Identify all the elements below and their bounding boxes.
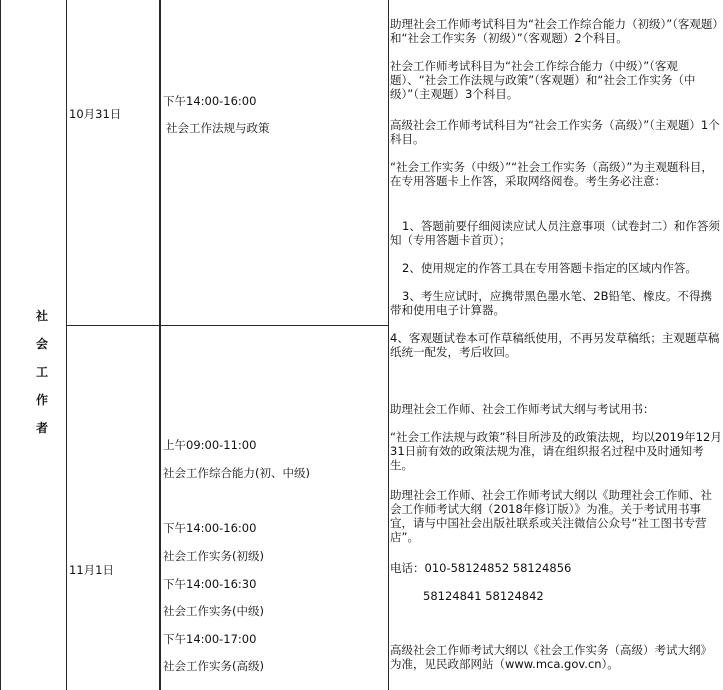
note-paragraph: “社会工作实务（中级）”“社会工作实务（高级）”为主观题科目，在专用答题卡上作答，采取网络阅卷。考生务必注意： xyxy=(390,160,713,188)
exam-time: 下午14:00-17:00 xyxy=(163,632,257,646)
exam-time: 下午14:00-16:00 xyxy=(163,521,257,535)
note-paragraph: “社会工作法规与政策”科目所涉及的政策法规，均以2019年12月31日前有效的政策法规为准，请在组织报名过程中及时通知考生。 xyxy=(390,430,722,472)
table-border-date xyxy=(159,0,161,690)
exam-subject: 社会工作实务(高级) xyxy=(163,659,264,673)
exam-date: 11月1日 xyxy=(69,563,114,577)
contact-phone: 58124841 58124842 xyxy=(423,589,544,603)
note-paragraph: 高级社会工作师考试大纲以《社会工作实务（高级）考试大纲》为准，见民政部网站（www.mca.gov.cn）。 xyxy=(390,643,712,671)
contact-phone: 电话：010-58124852 58124856 xyxy=(390,561,572,575)
table-border-category xyxy=(66,0,67,690)
row-divider xyxy=(66,325,389,326)
exam-subject: 社会工作综合能力(初、中级) xyxy=(163,466,310,480)
exam-subject: 社会工作法规与政策 xyxy=(166,121,270,135)
category-char: 会 xyxy=(35,337,48,351)
table-border-left xyxy=(0,0,1,690)
note-paragraph: 3、考生应试时，应携带黑色墨水笔、2B铅笔、橡皮。不得携带和使用电子计算器。 xyxy=(390,289,713,317)
exam-subject: 社会工作实务(中级) xyxy=(163,604,264,618)
note-paragraph: 社会工作师考试科目为“社会工作综合能力（中级）”（客观题）、“社会工作法规与政策”（客观题）和“社会工作实务（中级）”（主观题）3个科目。 xyxy=(390,59,696,101)
note-paragraph: 2、使用规定的作答工具在专用答题卡指定的区域内作答。 xyxy=(402,261,697,275)
note-paragraph: 助理社会工作师、社会工作师考试大纲与考试用书： xyxy=(390,402,655,416)
note-paragraph: 助理社会工作师、社会工作师考试大纲以《助理社会工作师、社会工作师考试大纲（2018年修订版）》为准。关于考试用书事宜，请与中国社会出版社联系或关注微信公众号“社工图书专营店”。 xyxy=(390,488,712,544)
category-char: 者 xyxy=(35,421,48,435)
note-paragraph: 高级社会工作师考试科目为“社会工作实务（高级）”（主观题）1个科目。 xyxy=(390,118,720,146)
exam-time: 下午14:00-16:30 xyxy=(163,577,257,591)
exam-date: 10月31日 xyxy=(69,107,122,121)
exam-time: 上午09:00-11:00 xyxy=(163,438,257,452)
table-border-time xyxy=(388,0,389,690)
note-paragraph: 4、客观题试卷本可作草稿纸使用，不再另发草稿纸；主观题草稿纸统一配发，考后收回。 xyxy=(390,331,720,359)
note-paragraph: 1、答题前要仔细阅读应试人员注意事项（试卷封二）和作答须知（专用答题卡首页）； xyxy=(390,219,720,247)
category-char: 作 xyxy=(35,393,48,407)
note-paragraph: 助理社会工作师考试科目为“社会工作综合能力（初级）”（客观题）和“社会工作实务（初级）”（客观题）2个科目。 xyxy=(390,17,719,45)
category-char: 工 xyxy=(35,365,48,379)
category-char: 社 xyxy=(35,309,48,323)
exam-subject: 社会工作实务(初级) xyxy=(163,549,264,563)
exam-time: 下午14:00-16:00 xyxy=(163,94,257,108)
